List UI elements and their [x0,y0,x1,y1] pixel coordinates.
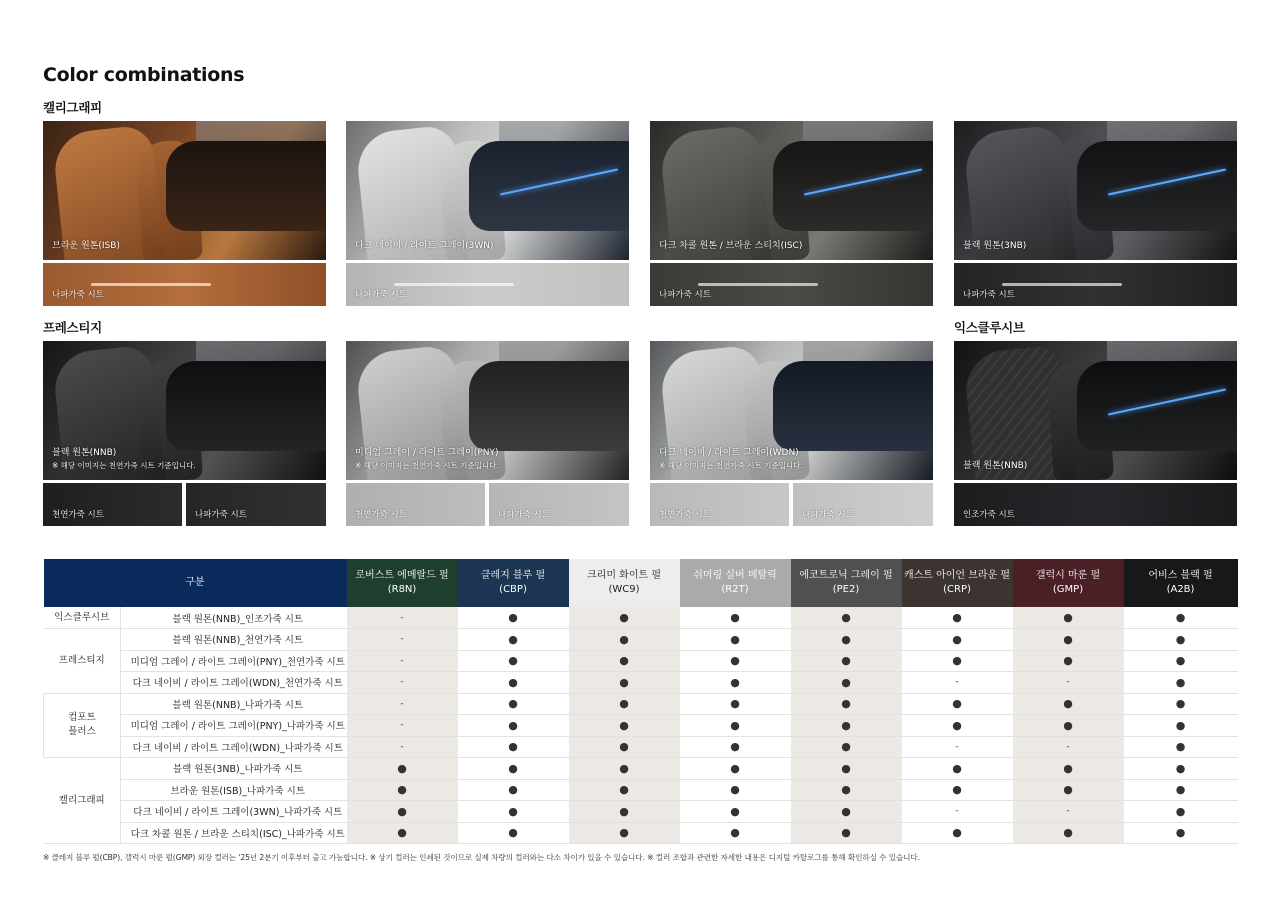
available-dot: ● [569,629,680,651]
available-dot: ● [569,650,680,672]
swatch-label: 나파가죽 시트 [498,510,550,520]
available-dot: ● [1124,758,1238,780]
swatch-label: 인조가죽 시트 [963,510,1015,520]
table-header-label: 구분 [44,559,347,607]
seat-option: 미디엄 그레이 / 라이트 그레이(PNY)_나파가죽 시트 [121,715,347,737]
seat-option: 블랙 원톤(3NB)_나파가죽 시트 [121,758,347,780]
unavailable-dash: - [347,693,458,715]
available-dot: ● [791,801,902,823]
color-column-header [1124,559,1238,607]
available-dot: ● [458,758,569,780]
color-combination-table [43,559,1238,844]
available-dot: ● [1124,822,1238,844]
unavailable-dash: - [347,736,458,758]
leather-swatch [954,263,1237,306]
available-dot: ● [569,822,680,844]
color-column-header [347,559,458,607]
available-dot: ● [347,801,458,823]
interior-photo [650,121,933,260]
dashboard-shape [469,141,629,231]
available-dot: ● [458,672,569,694]
unavailable-dash: - [1013,672,1124,694]
available-dot: ● [1124,801,1238,823]
swatch-label: 나파가죽 시트 [195,510,247,520]
available-dot: ● [791,822,902,844]
interior-photo [346,121,629,260]
card-caption: 다크 네이비 / 라이트 그레이(3WN) [355,241,494,251]
table-row [44,822,1238,844]
color-column-header [902,559,1013,607]
dashboard-shape [1077,141,1237,231]
leather-swatch [43,263,326,306]
color-code: (R8N) [387,584,417,595]
interior-photo [346,341,629,480]
unavailable-dash: - [347,672,458,694]
available-dot: ● [791,629,902,651]
dashboard-shape [773,361,933,451]
leather-swatch [650,263,933,306]
card-note: ※ 해당 이미지는 천연가죽 시트 기준입니다. [52,461,196,470]
dashboard-shape [773,141,933,231]
swatch-label: 나파가죽 시트 [963,290,1015,300]
swatch-label: 천연가죽 시트 [659,510,711,520]
available-dot: ● [569,736,680,758]
swatch-label: 천연가죽 시트 [355,510,407,520]
available-dot: ● [680,758,791,780]
swatch-bar [394,283,514,286]
interior-photo [650,341,933,480]
swatch-label: 나파가죽 시트 [659,290,711,300]
seat-option: 다크 네이비 / 라이트 그레이(3WN)_나파가죽 시트 [121,801,347,823]
seat-option: 다크 네이비 / 라이트 그레이(WDN)_천연가죽 시트 [121,672,347,694]
card-caption: 블랙 원톤(3NB) [963,241,1027,251]
available-dot: ● [1013,607,1124,629]
available-dot: ● [902,693,1013,715]
table-header-row [44,559,1238,607]
available-dot: ● [347,822,458,844]
interior-photo [43,121,326,260]
table-row [44,607,1238,629]
available-dot: ● [569,758,680,780]
section-label-calligraphy: 캘리그래피 [43,100,102,115]
color-name: 에코트로닉 그레이 펄 [799,570,893,581]
swatch-label: 나파가죽 시트 [355,290,407,300]
interior-photo [43,341,326,480]
available-dot: ● [569,693,680,715]
color-code: (R2T) [721,584,749,595]
available-dot: ● [458,650,569,672]
unavailable-dash: - [347,715,458,737]
swatch-label: 나파가죽 시트 [52,290,104,300]
available-dot: ● [680,629,791,651]
unavailable-dash: - [902,672,1013,694]
leather-swatch [954,483,1237,526]
available-dot: ● [1124,607,1238,629]
card-note: ※ 해당 이미지는 천연가죽 시트 기준입니다. [659,461,803,470]
seat-option: 다크 차콜 원톤 / 브라운 스티치(ISC)_나파가죽 시트 [121,822,347,844]
color-column-header [569,559,680,607]
card-caption: 브라운 원톤(ISB) [52,241,120,251]
card-note: ※ 해당 이미지는 천연가죽 시트 기준입니다. [355,461,499,470]
table-row [44,693,1238,715]
color-name: 크리미 화이트 펄 [587,570,661,581]
available-dot: ● [680,693,791,715]
available-dot: ● [791,693,902,715]
unavailable-dash: - [347,607,458,629]
swatch-label: 천연가죽 시트 [52,510,104,520]
available-dot: ● [458,607,569,629]
available-dot: ● [458,693,569,715]
leather-swatch-natural [346,483,485,526]
seat-option: 블랙 원톤(NNB)_나파가죽 시트 [121,693,347,715]
table-row [44,758,1238,780]
leather-swatch-natural [43,483,182,526]
seat-option: 미디엄 그레이 / 라이트 그레이(PNY)_천연가죽 시트 [121,650,347,672]
color-code: (PE2) [832,584,860,595]
unavailable-dash: - [1013,801,1124,823]
trim-group-label: 익스클루시브 [44,607,121,629]
available-dot: ● [458,715,569,737]
unavailable-dash: - [347,650,458,672]
available-dot: ● [1013,715,1124,737]
available-dot: ● [569,779,680,801]
available-dot: ● [902,822,1013,844]
swatch-bar [1002,283,1122,286]
interior-photo [954,121,1237,260]
card-caption: 블랙 원톤(NNB) [963,461,1028,471]
interior-photo [954,341,1237,480]
table-row [44,801,1238,823]
color-column-header [680,559,791,607]
leather-swatch-natural [650,483,789,526]
section-label-prestige: 프레스티지 [43,320,102,335]
color-code: (A2B) [1166,584,1195,595]
dashboard-shape [1077,361,1237,451]
color-name: 클레지 블루 펄 [480,570,546,581]
dashboard-shape [166,141,326,231]
available-dot: ● [458,801,569,823]
section-label-exclusive: 익스클루시브 [954,320,1025,335]
available-dot: ● [902,650,1013,672]
available-dot: ● [458,779,569,801]
available-dot: ● [902,715,1013,737]
available-dot: ● [1124,650,1238,672]
leather-swatch-napa [186,483,326,526]
table-row [44,672,1238,694]
available-dot: ● [680,715,791,737]
unavailable-dash: - [902,801,1013,823]
table-row [44,779,1238,801]
available-dot: ● [1124,715,1238,737]
available-dot: ● [1013,629,1124,651]
available-dot: ● [1124,736,1238,758]
available-dot: ● [1013,693,1124,715]
table-row [44,736,1238,758]
available-dot: ● [1124,779,1238,801]
color-code: (WC9) [608,584,640,595]
available-dot: ● [902,629,1013,651]
available-dot: ● [791,715,902,737]
table-row [44,715,1238,737]
color-name: 갤럭시 마룬 펄 [1035,570,1101,581]
dashboard-shape [469,361,629,451]
color-code: (GMP) [1052,584,1084,595]
available-dot: ● [680,607,791,629]
available-dot: ● [902,779,1013,801]
available-dot: ● [458,736,569,758]
swatch-bar [698,283,818,286]
dashboard-shape [166,361,326,451]
available-dot: ● [791,736,902,758]
available-dot: ● [680,650,791,672]
available-dot: ● [458,629,569,651]
seat-option: 블랙 원톤(NNB)_천연가죽 시트 [121,629,347,651]
seat-option: 다크 네이비 / 라이트 그레이(WDN)_나파가죽 시트 [121,736,347,758]
color-name: 캐스트 아이언 브라운 펄 [903,570,1011,581]
trim-group-label: 프레스티지 [44,629,121,694]
available-dot: ● [569,607,680,629]
table-body [44,607,1238,844]
color-name: 쉬머링 실버 메탈릭 [693,570,777,581]
color-column-header [1013,559,1124,607]
available-dot: ● [791,672,902,694]
available-dot: ● [791,607,902,629]
available-dot: ● [569,715,680,737]
color-code: (CBP) [499,584,527,595]
card-caption: 미디엄 그레이 / 라이트 그레이(PNY) [355,448,499,458]
available-dot: ● [569,672,680,694]
footnote: ※ 클레지 블루 펄(CBP), 갤럭시 마룬 펄(GMP) 외장 컬러는 '25년 2분기 이후부터 출고 가능합니다. ※ 상기 컬러는 인쇄된 것이므로 실제 차량의 컬러와는 다소 차이가 있을 수 있습니다. ※ 컬러 조합과 관련한 자세한 내용은 디지털 카탈로그를 통해 확인하실 수 있습니다. [43,853,920,862]
available-dot: ● [1013,779,1124,801]
available-dot: ● [347,779,458,801]
available-dot: ● [902,758,1013,780]
trim-group-label: 컴포트 플러스 [44,693,121,758]
color-column-header [458,559,569,607]
table-row [44,650,1238,672]
available-dot: ● [1013,758,1124,780]
seat-option: 블랙 원톤(NNB)_인조가죽 시트 [121,607,347,629]
available-dot: ● [791,779,902,801]
available-dot: ● [680,801,791,823]
color-code: (CRP) [943,584,971,595]
color-name: 어비스 블랙 펄 [1148,570,1213,581]
card-caption: 블랙 원톤(NNB) [52,448,117,458]
card-caption: 다크 차콜 원톤 / 브라운 스티치(ISC) [659,241,803,251]
available-dot: ● [680,736,791,758]
available-dot: ● [458,822,569,844]
leather-swatch-napa [793,483,933,526]
available-dot: ● [1124,693,1238,715]
color-column-header [791,559,902,607]
swatch-label: 나파가죽 시트 [802,510,854,520]
available-dot: ● [1124,672,1238,694]
available-dot: ● [791,650,902,672]
unavailable-dash: - [347,629,458,651]
available-dot: ● [680,822,791,844]
trim-group-label: 캘리그래피 [44,758,121,844]
color-name: 로버스트 에메랄드 펄 [355,570,449,581]
leather-swatch [346,263,629,306]
seat-option: 브라운 원톤(ISB)_나파가죽 시트 [121,779,347,801]
card-caption: 다크 네이비 / 라이트 그레이(WDN) [659,448,799,458]
available-dot: ● [791,758,902,780]
available-dot: ● [347,758,458,780]
page-title: Color combinations [43,64,245,86]
swatch-bar [91,283,211,286]
available-dot: ● [1013,650,1124,672]
available-dot: ● [569,801,680,823]
available-dot: ● [1013,822,1124,844]
unavailable-dash: - [1013,736,1124,758]
leather-swatch-napa [489,483,629,526]
available-dot: ● [1124,629,1238,651]
available-dot: ● [680,779,791,801]
available-dot: ● [680,672,791,694]
unavailable-dash: - [902,736,1013,758]
table-row [44,629,1238,651]
available-dot: ● [902,607,1013,629]
